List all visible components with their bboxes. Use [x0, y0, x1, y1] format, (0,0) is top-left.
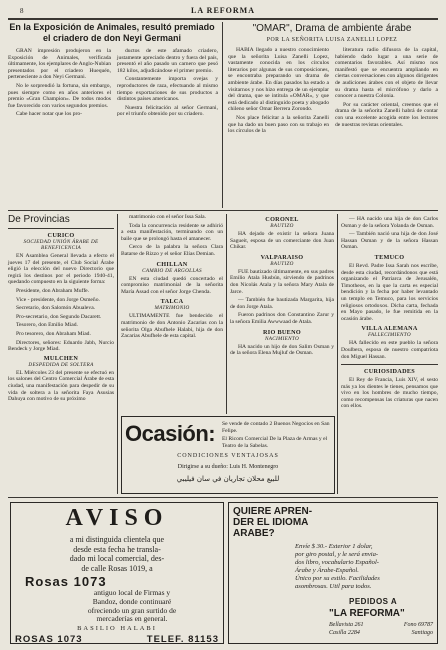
valparaiso-subtitle: BAUTIZO: [270, 260, 294, 267]
ocasion-conditions: CONDICIONES VENTAJOSAS: [177, 453, 279, 459]
paragraph: Pro-secretario, don Segundo Dacarett.: [16, 313, 102, 320]
provincias-underline: [8, 228, 114, 229]
talca-subtitle: MATRIMONIO: [154, 305, 190, 312]
idioma-title-line: DER EL IDIOMA: [233, 517, 309, 528]
paragraph: EL Miércoles 23 del presente se efectuó en los salones del Centro Comercial Árabe de esta ciudad, una manifestación para despedir de su vida de soltera a la señorita Faya Asusias Dahuya con motivo de su próximo: [8, 369, 114, 403]
idioma-pedidos: PEDIDOS A: [349, 597, 398, 606]
idioma-phone: Fono 69787: [403, 622, 433, 628]
provincias-col2: [121, 214, 223, 342]
paragraph: HA nacido un hijo de don Salim Osman y de la señora Elena Mujluf de Osman.: [230, 343, 334, 357]
ocasion-word: Ocasión:: [125, 421, 216, 446]
idioma-line: asombrosas. Util para todos.: [295, 583, 372, 590]
curico-title: CURICO: [47, 232, 75, 239]
paragraph: Cabe hacer notar que los pro-: [16, 111, 83, 118]
ocasion-arabic: للبيع محلان تجاريان في سان فيليبي: [176, 475, 280, 483]
paragraph: Por su carácter oriental, creemos que el drama de la señorita Zanelli habrá de contar con una excelente acogida entre los lectores de nuestras revistas orientales.: [335, 101, 438, 128]
aviso-line: mercaderías en general.: [96, 614, 168, 624]
header-rule: [8, 18, 438, 20]
idioma-address: Bellavista 261: [329, 622, 364, 628]
aviso-body: [11, 589, 223, 624]
coronel-title: CORONEL: [265, 216, 299, 223]
aviso-ad: [10, 502, 224, 644]
idioma-title-line: QUIERE APREN-: [233, 506, 313, 517]
paragraph: — También nació una hija de don José Hassan Osman y de la señora Hassan Osman.: [341, 231, 438, 251]
idioma-city: Santiago: [411, 630, 433, 636]
exposicion-headline: En la Exposición de Animales, resultó premiado el criadero de don Neyi Germani: [9, 22, 215, 43]
ocasion-contact: Dirigirse a su dueño: Luis H. Montenegro: [177, 464, 279, 470]
aviso-line: desde esta fecha he transla-: [73, 544, 161, 554]
paragraph: EN Asamblea General llevada a efecto el jueves 17 del presente, el Club Social Árabe eligió la elección del nuevo Directorio que regirá los destinos por el periodo 1940-41, quedando compuesto en la siguiente forma:: [8, 253, 114, 286]
idioma-title-line: ARABE?: [233, 528, 275, 539]
rio-bueno-title: RIO BUENO: [263, 328, 301, 336]
provincias-title: De Provincias: [8, 214, 70, 225]
aviso-line: de calle Rosas 1019, a: [81, 563, 153, 573]
mulchen-subtitle: DESPEDIDA DE SOLTERA: [28, 361, 94, 368]
page-number: 8: [20, 7, 24, 15]
paragraph: matrimonio con el señor Issa Sala.: [129, 214, 207, 220]
paragraph: Constantemente importa ovejas y reproductores de raza, efectuando al mismo tiempo exportaciones de sus productos a distintos países americanos.: [117, 76, 218, 103]
idioma-line: por giro postal, y le será envia-: [295, 551, 379, 558]
idioma-paper: "LA REFORMA": [329, 608, 405, 619]
ocasion-text: [222, 421, 330, 451]
column-divider: [222, 22, 223, 208]
paragraph: No le sorprendió la fortuna, sin embargo, pues siempre como en años anteriores el premio «Gran Champion». De todos modos fue favorecido con varios segundos premios.: [8, 82, 111, 109]
paragraph: Presidente, don Abraham Muffe.: [16, 287, 90, 294]
talca-title: TALCA: [160, 298, 184, 306]
paragraph: Nuestra felicitación al señor Germani, por el triunfo obtenido por su criadero.: [117, 104, 218, 118]
idioma-line: Envíe $ 30.- Exterior 1 dolar,: [295, 543, 373, 550]
paragraph: HA dejado de existir la señora Juana Sagueit, esposa de un comerciante don Juan Chikar.: [230, 231, 334, 251]
paragraph: El Ricom Comercial De la Plaza de Armas y el Teatro de la Sabelas.: [222, 436, 328, 449]
chillan-title: CHILLAN: [156, 260, 188, 268]
aviso-lines: [11, 535, 223, 573]
masthead: LA REFORMA: [191, 6, 255, 15]
mulchen-title: MULCHEN: [43, 354, 79, 362]
aviso-footer-phone: TELEF. 81153: [146, 634, 219, 645]
rio-bueno-subtitle: NACIMIENTO: [264, 335, 300, 342]
villa-alemana-title: VILLA ALEMANA: [361, 325, 418, 333]
aviso-line: antiguo local de Firmas y: [93, 588, 171, 597]
column-divider: [117, 214, 118, 494]
column-divider: [337, 214, 338, 494]
coronel-subtitle: BAUTIZO: [270, 223, 294, 229]
paragraph: — También fue bautizada Margarita, hija de don Jorge Atala.: [230, 297, 334, 310]
paragraph: Cerco de la palabra la señora Clara Batarse de Rizzo y el señor Elías Demian.: [121, 244, 223, 257]
villa-alemana-subtitle: FALLECIMIENTO: [368, 332, 411, 339]
provincias-col3: [230, 216, 334, 359]
paragraph: EN esta ciudad quedó concertado el compromiso matrimonial de la señorita María Assad con el señor Jorge Chenda.: [121, 275, 223, 295]
exposicion-col2: [117, 48, 218, 120]
paragraph: El Revd. Padre Issa Sarah nos escribe, desde esta ciudad, recordándonos que está organizando el Patriarca de Jerusalén, Timotheos, en la que la carta es especial bendición y la fecha por haber levantado un templo en Temuco, para los servicios religiosos ortodoxos. Dicha carta, fechada en Mayo pasado, le fue remitida en la ocasión árabe.: [341, 262, 438, 322]
curiosidades-title: CURIOSIDADES: [363, 368, 416, 376]
idioma-casilla: Casilla 2284: [329, 630, 360, 636]
exposicion-col1: [8, 48, 111, 120]
paragraph: Fueron padrinos don Constantino Zarur y la señora Emilia Awwwaad de Atala.: [230, 312, 334, 325]
paragraph: El Rey de Francia, Luis XIV, el sesto más ya los dientes le tienes, pensamos que vivo en los hombres de mucho tiempo, como recompensas las criaturas que nacen con ellos.: [341, 377, 438, 410]
aviso-line: a mi distinguida clientela que: [69, 535, 165, 544]
paragraph: Secretario, don Salomón Abualeva.: [16, 305, 96, 312]
paragraph: Vice - presidente, don Jorge Osmeño.: [16, 296, 100, 303]
paragraph: Tesorero, don Emilio Miad.: [16, 322, 78, 329]
paragraph: HA fallecido en este pueblo la señora Doulbera, esposa de nuestro compatriota don Miguel Hassan.: [341, 340, 438, 360]
idioma-title: [233, 506, 312, 539]
aviso-name: BASILIO HALABI: [77, 625, 157, 632]
paragraph: literatura radio difusora de la capital, habiendo dado lugar a una serie de comentarios favorables. Así mismo nos manifestó que se encuentra ampliando en ciertas conversaciones con algunos dirigentes de audiciones árabes con el objeto de llevar su drama hasta el micrófono y darlo a conocer a nuestra Colonia.: [335, 47, 438, 100]
valparaiso-title: VALPARAISO: [260, 253, 304, 261]
aviso-address: Rosas 1073: [25, 574, 107, 589]
paragraph: Nos place felicitar a la señorita Zanelli que ha dado un buen paso con su trabajo en los círculos de la: [228, 114, 329, 135]
paragraph: ULTIMAMENTE fue bendecido el matrimonio de don Antonio Zacarias con la señorita Olga Abufhele Halabi, hija de don Zacarias Abufhele de esta capital.: [121, 313, 223, 340]
omar-col2: [335, 47, 438, 130]
provincias-col1: [8, 232, 114, 405]
chillan-subtitle: CAMBIO DE ARGOLLAS: [142, 267, 202, 274]
provincias-col4: [341, 216, 438, 412]
paragraph: Directores, señores: Eduardo Jabh, Nurcio Bendeck y Jorge Miad.: [8, 339, 114, 353]
temuco-title: TEMUCO: [374, 253, 405, 261]
paragraph: Se vende de contado 2 Buenos Negocios en San Felipe.: [222, 421, 330, 434]
idioma-line: Árabe y Árabe-Español.: [295, 567, 359, 574]
idioma-ad: [228, 502, 438, 644]
paragraph: ductos de este afamado criadero, justamente apreciado dentro y fuera del país, presentó el año pasado un carnero que pesó 182 kilos, adjudicándose el primer premio.: [117, 48, 218, 74]
paragraph: GRAN impresión produjeron en la Exposición de Animales, verificada últimamente, los ejemplares de Anglo-Nubian presentados por el criadero Huequén, perteneciente a don Neyi Germani.: [8, 48, 111, 81]
omar-headline: "OMAR", Drama de ambiente árabe: [252, 23, 412, 34]
paragraph: FUE bautizado últimamente, en sus padres Emilio Atala Husbún, sirviendo de padrinos don Nicolás Atala y la señora Mary Atala de Jarce.: [230, 268, 334, 295]
aviso-line: dado mi local comercial, des-: [69, 554, 165, 563]
paragraph: HABIA llegado a nuestro conocimiento que la señorita Luisa Zanelli Lopez, vastamente conocida en los círculos literarios por algunas de sus composiciones, se encontraba preparando un drama de ambiente árabe. En días pasados ha estado a visitarnos y nos hizo entrega de un ejemplar del drama, que se intitula «OMAR», y que está dedicado al distinguido poeta y abogado chileno señor Omar Berrera Zorondo.: [228, 47, 329, 113]
paragraph: Pro tesorero, don Abraham Miad.: [16, 330, 91, 337]
aviso-word: AVISO: [65, 505, 169, 531]
ocasion-ad: [121, 416, 335, 494]
idioma-body: [295, 543, 431, 591]
idioma-line: Único por su estilo. Facilidades: [295, 575, 380, 582]
paragraph: — HA nacido una hija de don Carlos Osman y de la señora Yolanda de Osman.: [341, 216, 438, 229]
column-divider: [226, 214, 227, 414]
aviso-line: Bandoz, donde continuaré: [92, 596, 172, 606]
curico-subtitle: SOCIEDAD UNIÓN ÁRABE DE BENEFICENCIA: [23, 239, 99, 251]
paragraph: Toda la concurrencia residente se adhirió a esta manifestación, terminando con un baile que se prolongó hasta el amanecer.: [121, 222, 223, 242]
section-rule: [8, 210, 438, 211]
section-rule: [8, 497, 438, 498]
omar-byline: POR LA SEÑORITA LUISA ZANELLI LOPEZ: [266, 37, 398, 43]
section-rule: [341, 364, 438, 365]
idioma-line: dos libro, vocabulario Español-: [295, 559, 380, 566]
aviso-line: ofreciendo un gran surtido de: [87, 605, 177, 615]
aviso-footer-address: ROSAS 1073: [15, 634, 83, 645]
omar-col1: [228, 47, 329, 137]
